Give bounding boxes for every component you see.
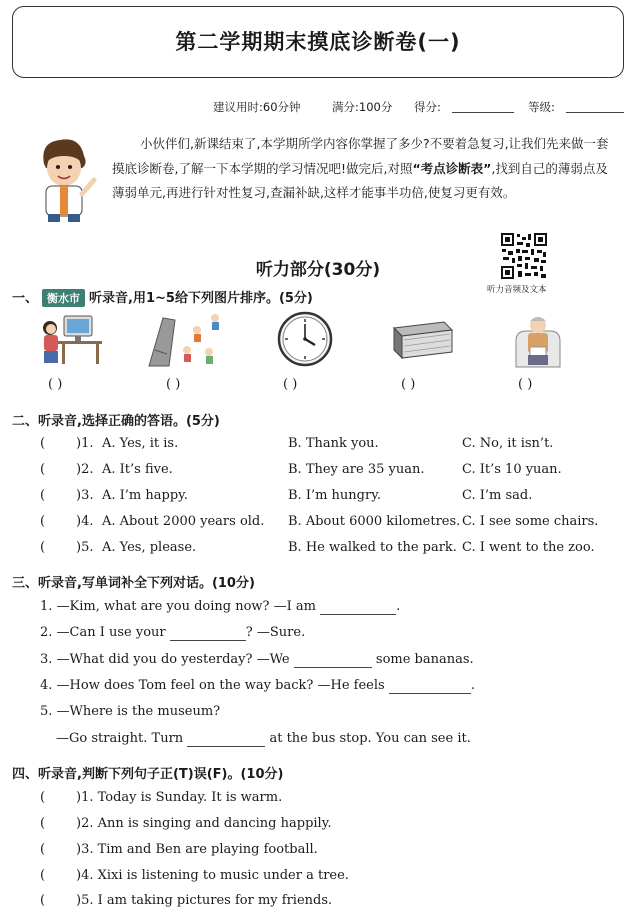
option-c[interactable]: C. I see some chairs. [462,514,599,529]
q1-prompt: 1. —Kim, what are you doing now? —I am [40,599,316,614]
q3-end: some bananas. [375,652,474,667]
score-field[interactable] [452,112,514,113]
q2-end: ? —Sure. [245,625,306,640]
q2-prompt: 2. —Can I use your [40,625,166,640]
answer-paren[interactable]: ( [40,462,46,477]
picture-blank-4[interactable]: ( ) [401,377,416,392]
tf-paren[interactable]: ( [40,790,46,805]
question-number: )3. [76,488,94,503]
section4-title: 四、听录音,判断下列句子正(T)误(F)。(10分) [12,767,284,782]
answer-paren[interactable]: ( [40,540,46,555]
answer-paren[interactable]: ( [40,436,46,451]
grade-label: 等级: [528,100,555,114]
q4-end: . [470,678,475,693]
book-icon [390,318,456,360]
grade-field[interactable] [566,112,624,113]
section3-question-3 [40,652,474,668]
region-badge: 衡水市 [42,289,85,307]
question-number: )4. [76,514,94,529]
q4-blank[interactable] [389,678,471,694]
option-a[interactable]: A. I’m happy. [102,488,188,503]
picture-blank-1[interactable]: ( ) [48,377,63,392]
answer-paren[interactable]: ( [40,514,46,529]
answer-paren[interactable]: ( [40,488,46,503]
full-score: 满分:100分 [332,100,393,114]
kids-playing-icon [145,310,229,368]
old-man-icon [510,311,566,369]
option-a[interactable]: A. It’s five. [102,462,173,477]
question-number: )5. [76,540,94,555]
q5-end: at the bus stop. You can see it. [269,731,471,746]
score-label: 得分: [414,100,441,114]
intro-text-2: ,找到自己的薄弱点及薄弱单元,再进行针对性复习,查漏补缺,这样才能事半功倍,使复习更有效。 [112,160,608,200]
q1-end: . [396,599,401,614]
section3-question-5-answer [56,731,471,747]
picture-blank-3[interactable]: ( ) [283,377,298,392]
q1-blank[interactable] [320,599,396,615]
option-b[interactable]: B. He walked to the park. [288,540,457,555]
option-c[interactable]: C. No, it isn’t. [462,436,554,451]
tf-statement: )1. Today is Sunday. It is warm. [76,790,283,805]
tf-statement: )4. Xixi is listening to music under a tree. [76,868,349,883]
section1-heading [12,287,313,307]
section3-question-4 [40,678,475,694]
option-a[interactable]: A. Yes, please. [102,540,197,555]
section3-title: 三、听录音,写单词补全下列对话。(10分) [12,576,255,591]
option-c[interactable]: C. I went to the zoo. [462,540,595,555]
suggested-time: 建议用时:60分钟 [213,100,301,114]
q2-blank[interactable] [170,625,246,641]
tf-paren[interactable]: ( [40,868,46,883]
intro-text-1: 小伙伴们,新课结束了,本学期所学内容你掌握了多少?不要着急复习,让我们先来做一套摸底诊断卷,了解一下本学期的学习情况吧!做完后,对照 [112,136,609,176]
picture-blank-5[interactable]: ( ) [518,377,533,392]
option-c[interactable]: C. It’s 10 yuan. [462,462,562,477]
option-a[interactable]: A. Yes, it is. [102,436,179,451]
section3-question-5: 5. —Where is the museum? [40,704,221,719]
section1-number: 一、 [12,291,39,306]
clock-icon [277,311,333,367]
intro-bold-table: “考点诊断表” [412,160,492,176]
tf-statement: )2. Ann is singing and dancing happily. [76,816,332,831]
tf-paren[interactable]: ( [40,842,46,857]
tf-statement: )3. Tim and Ben are playing football. [76,842,318,857]
page-title: 第二学期期末摸底诊断卷(一) [175,30,461,54]
tf-paren[interactable]: ( [40,893,46,908]
intro-paragraph [112,132,618,206]
computer-girl-icon [38,312,104,366]
question-number: )1. [76,436,94,451]
listening-title: 听力部分(30分) [255,260,381,280]
boy-mascot-icon [30,134,100,222]
tf-paren[interactable]: ( [40,816,46,831]
q5-blank[interactable] [187,731,265,747]
section3-question-2 [40,625,305,641]
tf-statement: )5. I am taking pictures for my friends. [76,893,333,908]
question-number: )2. [76,462,94,477]
q4-prompt: 4. —How does Tom feel on the way back? —He feels [40,678,385,693]
section3-question-1 [40,599,400,615]
option-b[interactable]: B. I’m hungry. [288,488,381,503]
picture-blank-2[interactable]: ( ) [166,377,181,392]
section2-title: 二、听录音,选择正确的答语。(5分) [12,414,220,429]
qr-code-icon[interactable] [500,232,548,280]
option-c[interactable]: C. I’m sad. [462,488,533,503]
option-a[interactable]: A. About 2000 years old. [102,514,265,529]
q3-blank[interactable] [294,652,372,668]
option-b[interactable]: B. They are 35 yuan. [288,462,425,477]
q5-prompt: —Go straight. Turn [56,731,184,746]
qr-caption: 听力音频及文本 [487,285,547,295]
section1-title: 听录音,用1~5给下列图片排序。(5分) [89,291,313,306]
option-b[interactable]: B. Thank you. [288,436,379,451]
option-b[interactable]: B. About 6000 kilometres. [288,514,461,529]
q3-prompt: 3. —What did you do yesterday? —We [40,652,290,667]
